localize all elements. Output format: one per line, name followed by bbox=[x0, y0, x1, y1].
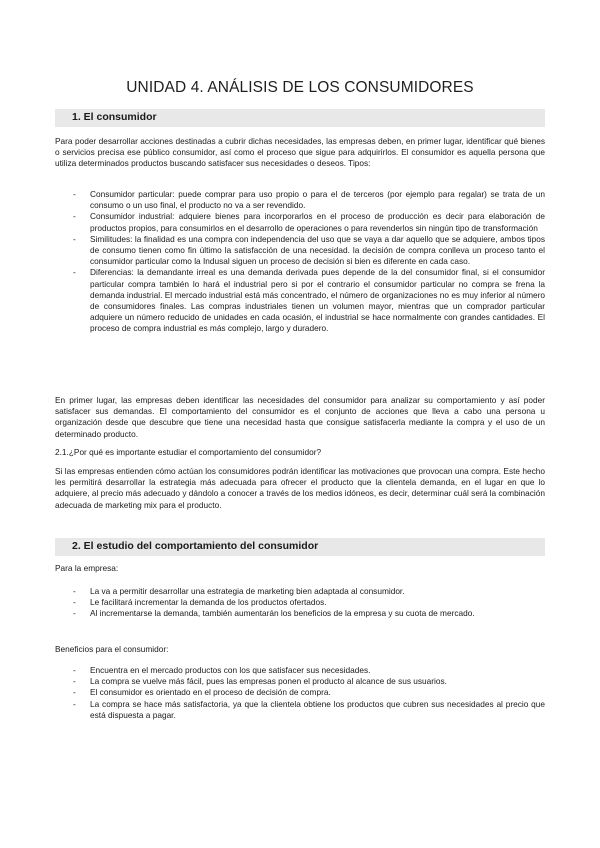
list-item: - Le facilitará incrementar la demanda de los productos ofertados. bbox=[73, 597, 327, 608]
bullet-dash: - bbox=[73, 665, 76, 675]
consumer-types-list bbox=[55, 189, 545, 335]
bullet-dash: - bbox=[73, 687, 76, 698]
section-heading: 1. El consumidor bbox=[72, 111, 157, 123]
bullet-dash: - bbox=[73, 211, 76, 222]
list-item: - La compra se hace más satisfactoria, ya que la clientela obtiene los productos que cubren sus necesidades al precio que está dispuesta a pagar. bbox=[73, 698, 545, 720]
list-item: - El consumidor es orientado en el proceso de decisión de compra. bbox=[73, 687, 331, 698]
list-item: - Diferencias: la demandante irreal es una demanda derivada pues depende de la del consumidor final, si el consumidor particular compra también lo hará el industrial pero si por el contrario el consumidor particular no compra se frena la demanda industrial. El mercado industrial está más concentrado, el número de organizaciones no es muy inferior al número de consumidores finales. Las compras industriales tienen un volumen mayor, mientras que un comprador particular adquiere un número reducido de unidades en cada ocasión, el industrial se hace normalmente con grandes cantidades. El proceso de compra industrial es más complejo, largo y duradero. bbox=[73, 267, 545, 334]
empresa-benefits-list bbox=[55, 586, 545, 620]
bullet-dash: - bbox=[73, 698, 76, 709]
bullet-dash: - bbox=[73, 586, 76, 596]
list-item: - La va a permitir desarrollar una estrategia de marketing bien adaptada al consumidor. bbox=[73, 586, 405, 596]
section-heading-bar bbox=[55, 109, 545, 127]
bullet-dash: - bbox=[73, 608, 76, 619]
bullet-dash: - bbox=[73, 676, 76, 687]
list-item: - La compra se vuelve más fácil, pues las empresas ponen el producto al alcance de sus usuarios. bbox=[73, 676, 447, 687]
subsection-heading: 2.1.¿Por qué es importante estudiar el comportamiento del consumidor? bbox=[55, 447, 322, 457]
intro-paragraph: Para poder desarrollar acciones destinadas a cubrir dichas necesidades, las empresas deben, en primer lugar, identificar qué bienes o servicios precisa ese público consumidor, así como el proceso que sigue para adquirirlos. El consumidor es aquella persona que utiliza determinados productos buscando satisfacer sus necesidades o deseos. Tipos: bbox=[55, 136, 545, 169]
bullet-dash: - bbox=[73, 267, 76, 278]
list-item: - Encuentra en el mercado productos con los que satisfacer sus necesidades. bbox=[73, 665, 371, 675]
section-heading: 2. El estudio del comportamiento del consumidor bbox=[72, 540, 319, 552]
consumer-benefits-list bbox=[55, 665, 545, 721]
consumidor-label: Beneficios para el consumidor: bbox=[55, 644, 169, 654]
bullet-dash: - bbox=[73, 597, 76, 608]
list-item: - Similitudes: la finalidad es una compra con independencia del uso que se vaya a dar aquello que se adquiere, ambos tipos de consumo tienen como fin último la satisfacción de una necesidad. la decisión de compra conlleva un proceso tanto el consumidor particular como la Indusal siguen un proceso de decisión si bien es diferente en cada caso. bbox=[73, 233, 545, 267]
closing-paragraph: En primer lugar, las empresas deben identificar las necesidades del consumidor para analizar su comportamiento y así poder satisfacer sus demandas. El comportamiento del consumidor es el conjunto de acciones que lleva a cabo una persona u organización desde que descubre que tiene una necesidad hasta que consigue satisfacerla mediante la compra y el uso de un determinado producto. bbox=[55, 395, 545, 439]
page-title: UNIDAD 4. ANÁLISIS DE LOS CONSUMIDORES bbox=[126, 79, 474, 96]
bullet-dash: - bbox=[73, 189, 76, 199]
list-item: - Consumidor particular: puede comprar para uso propio o para el de terceros (por ejemplo para regalar) se trata de un consumo o un uso final, el producto no va a ser revendido. bbox=[73, 189, 545, 211]
section-heading-bar bbox=[55, 538, 545, 556]
bullet-dash: - bbox=[73, 233, 76, 244]
empresa-label: Para la empresa: bbox=[55, 563, 119, 573]
subsection-paragraph: Si las empresas entienden cómo actúan los consumidores podrán identificar las motivaciones que provocan una compra. Este hecho les permitirá desarrollar la estrategia más adecuada para ofrecer el producto que la clientela demanda, en el lugar en que lo adquiere, al precio más adecuado y dándolo a conocer a través de los medios idóneos, es decir, determinar cuál será la combinación adecuada de marketing mix para el producto. bbox=[55, 466, 545, 510]
list-item: - Al incrementarse la demanda, también aumentarán los beneficios de la empresa y su cuota de mercado. bbox=[73, 608, 475, 619]
list-item: - Consumidor industrial: adquiere bienes para incorporarlos en el proceso de producción es decir para elaboración de productos propios, para consumirlos en el desarrollo de operaciones o para revenderlos sin ningún tipo de transformación bbox=[73, 211, 545, 233]
